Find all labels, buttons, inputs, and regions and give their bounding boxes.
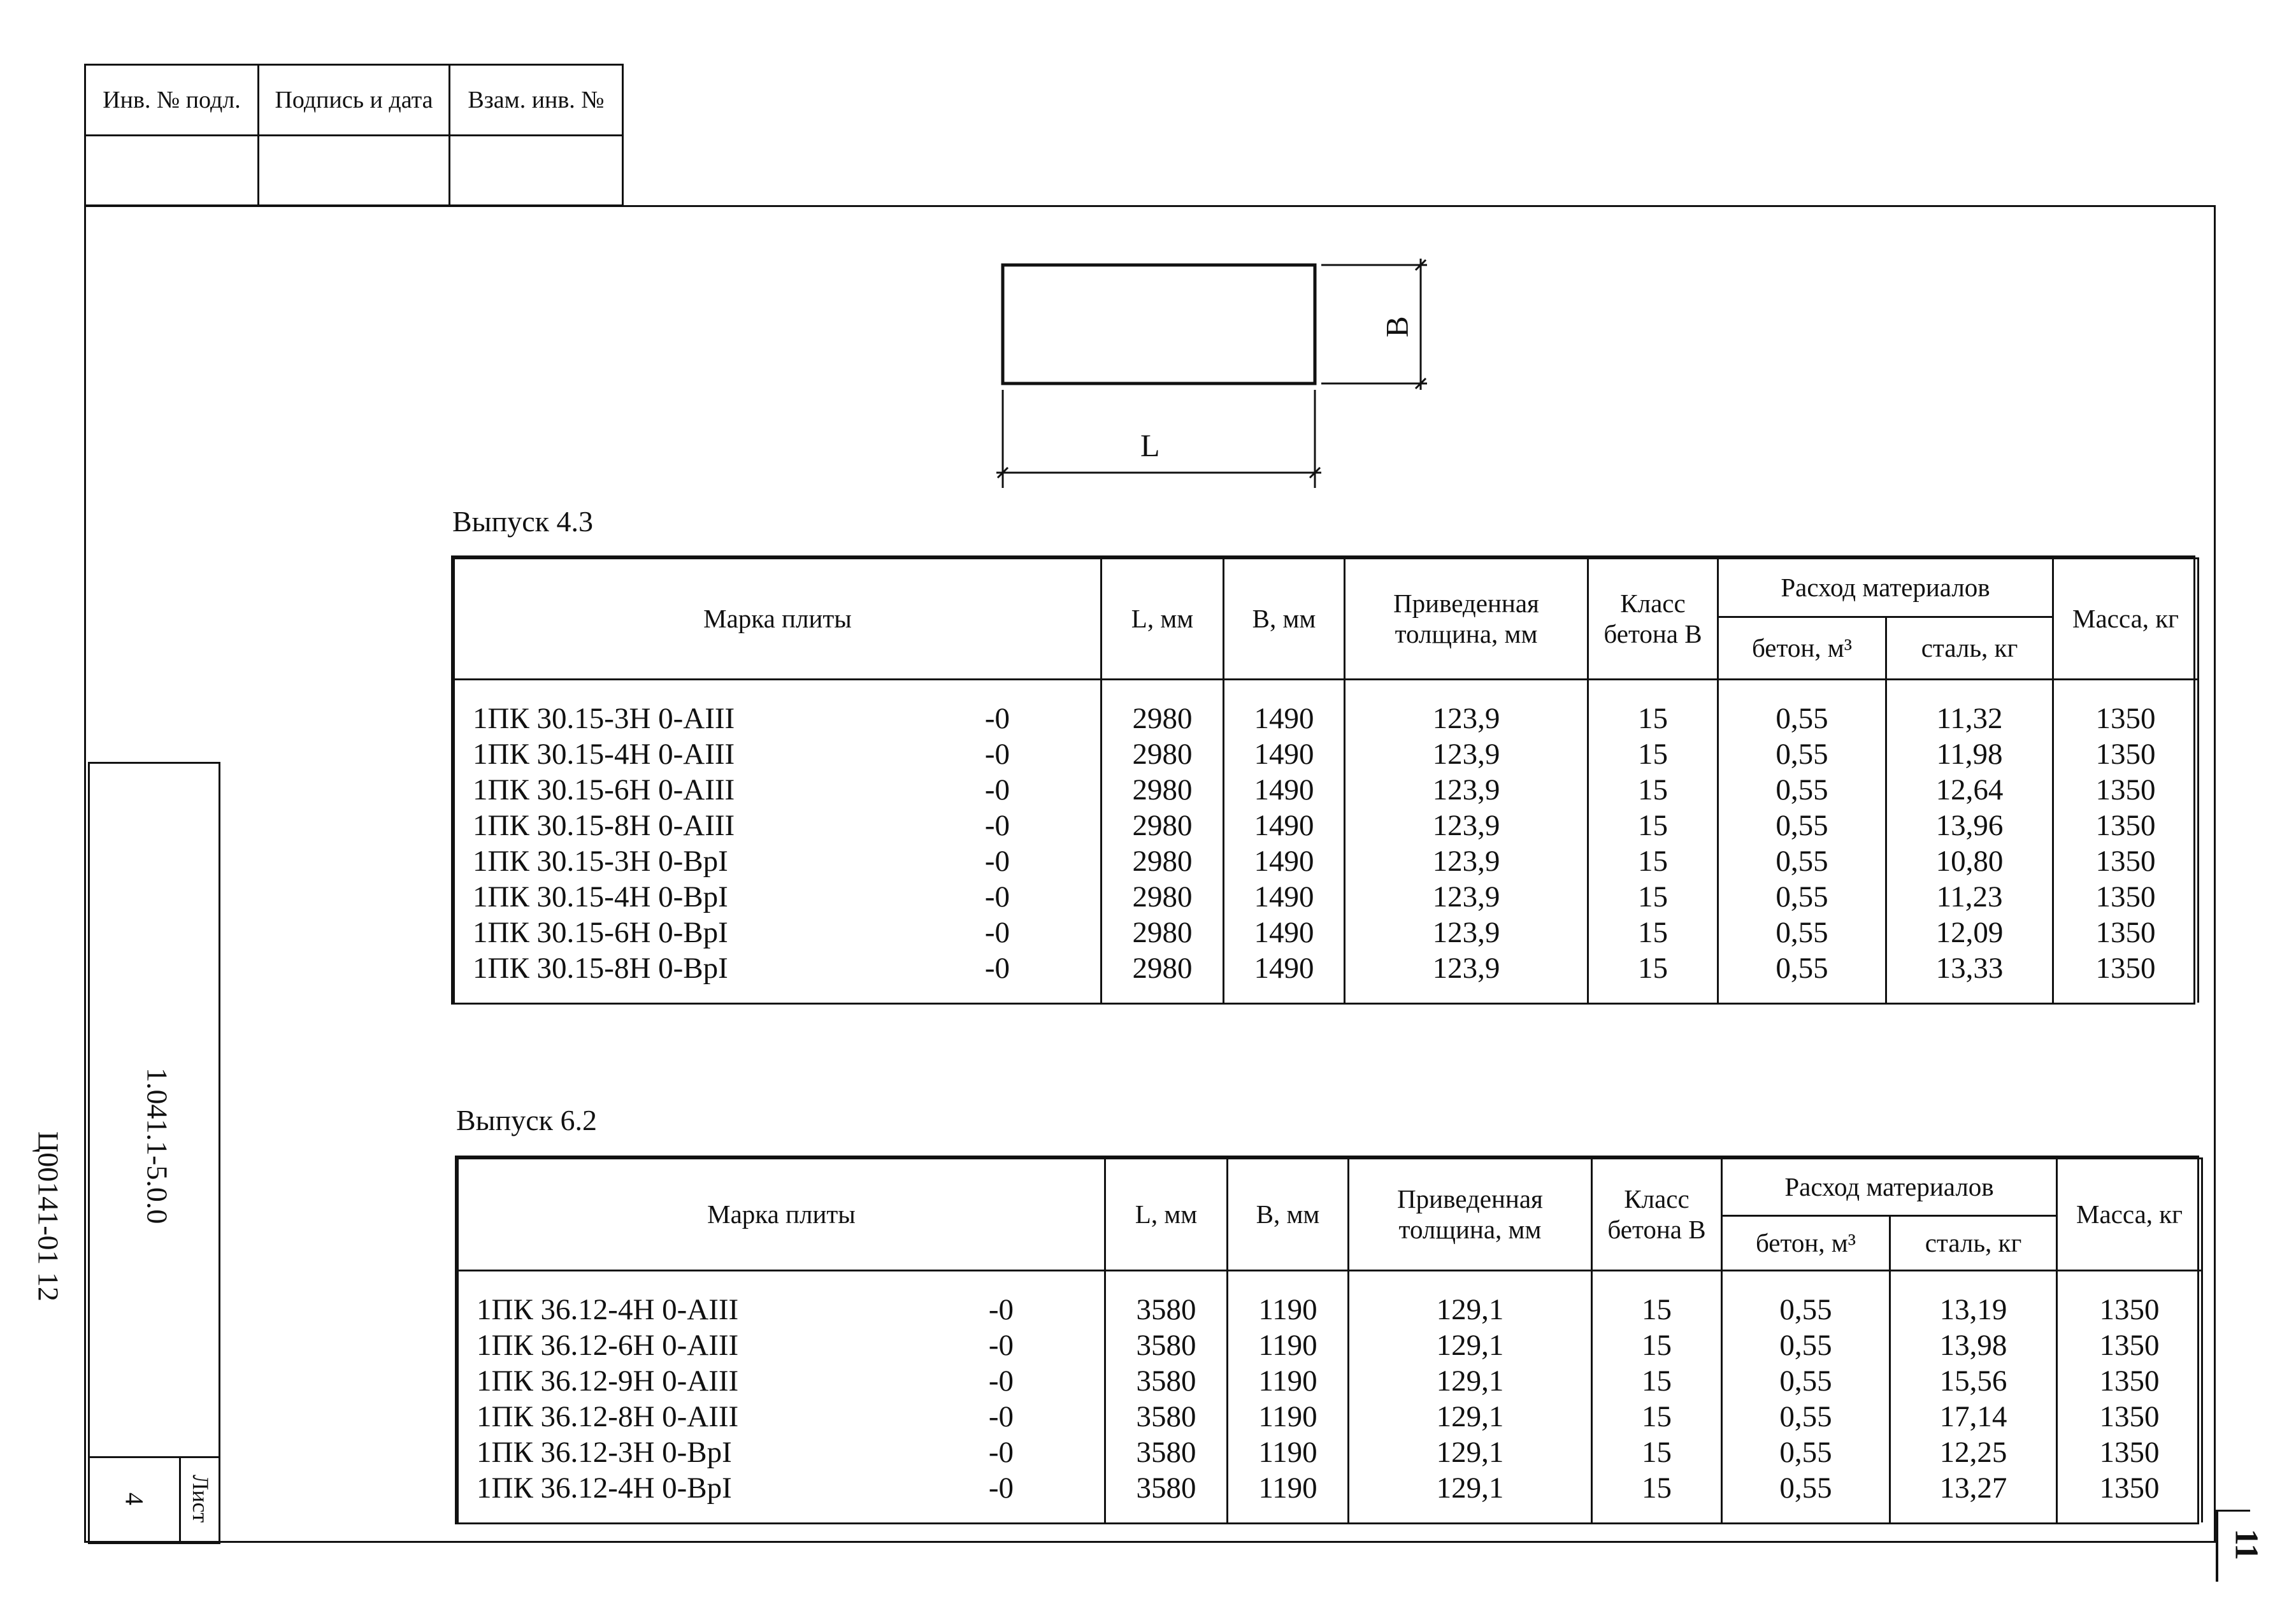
cell-length: 3580 — [1105, 1271, 1228, 1328]
header-materials: Расход материалов — [1722, 1159, 2057, 1216]
cell-thickness: 129,1 — [1349, 1435, 1592, 1470]
header-mark: Марка плиты — [454, 559, 1101, 680]
issue-43-rows — [454, 680, 2199, 1003]
table-row — [458, 1399, 2202, 1435]
cell-thickness: 123,9 — [1345, 879, 1588, 915]
cell-mass: 1350 — [2053, 808, 2199, 843]
cell-concrete: 0,55 — [1722, 1435, 1890, 1470]
table-row — [458, 1271, 2202, 1328]
cell-steel: 10,80 — [1886, 843, 2053, 879]
plate-mark-suffix: -0 — [988, 1364, 1014, 1398]
cell-steel: 17,14 — [1890, 1399, 2057, 1435]
cell-mass: 1350 — [2057, 1271, 2202, 1328]
sheet-number: 4 — [120, 1493, 149, 1505]
cell-steel: 12,25 — [1890, 1435, 2057, 1470]
cell-steel: 15,56 — [1890, 1363, 2057, 1399]
cell-concrete-class: 15 — [1592, 1363, 1722, 1399]
cell-thickness: 129,1 — [1349, 1328, 1592, 1363]
cell-length: 2980 — [1101, 915, 1224, 950]
cell-mass: 1350 — [2057, 1435, 2202, 1470]
approval-stamp — [84, 64, 622, 206]
width-label: B — [1379, 316, 1415, 338]
issue-43-title: Выпуск 4.3 — [452, 505, 593, 538]
cell-width: 1190 — [1228, 1363, 1349, 1399]
table-row — [454, 680, 2199, 737]
cell-steel: 13,27 — [1890, 1470, 2057, 1522]
table-row — [454, 736, 2199, 772]
header-steel: сталь, кг — [1890, 1216, 2057, 1271]
cell-mark — [454, 950, 1101, 1003]
header-thickness: Приведенная толщина, мм — [1345, 559, 1588, 680]
plate-mark-suffix: -0 — [984, 773, 1010, 806]
plate-mark: 1ПК 30.15-3Н 0-АIII — [473, 702, 735, 735]
plate-mark: 1ПК 36.12-8Н 0-АIII — [477, 1400, 739, 1433]
plate-mark: 1ПК 30.15-6Н 0-АIII — [473, 773, 735, 806]
plate-mark-suffix: -0 — [988, 1436, 1014, 1469]
cell-thickness: 123,9 — [1345, 772, 1588, 808]
cell-length: 2980 — [1101, 808, 1224, 843]
cell-concrete-class: 15 — [1592, 1435, 1722, 1470]
cell-length: 3580 — [1105, 1328, 1228, 1363]
cell-mass: 1350 — [2057, 1363, 2202, 1399]
cell-concrete: 0,55 — [1718, 915, 1886, 950]
plate-mark: 1ПК 30.15-8Н 0-ВрI — [473, 952, 728, 985]
header-mass: Масса, кг — [2053, 559, 2199, 680]
cell-thickness: 129,1 — [1349, 1271, 1592, 1328]
table-row — [454, 950, 2199, 1003]
cell-mass: 1350 — [2053, 772, 2199, 808]
cell-steel: 13,19 — [1890, 1271, 2057, 1328]
cell-mass: 1350 — [2053, 736, 2199, 772]
table-row — [454, 843, 2199, 879]
cell-length: 3580 — [1105, 1363, 1228, 1399]
plate-mark: 1ПК 36.12-4Н 0-АIII — [477, 1293, 739, 1326]
cell-width: 1490 — [1224, 843, 1345, 879]
table-row — [454, 808, 2199, 843]
cell-concrete-class: 15 — [1588, 843, 1718, 879]
cell-concrete-class: 15 — [1588, 950, 1718, 1003]
cell-concrete: 0,55 — [1718, 736, 1886, 772]
cell-concrete-class: 15 — [1592, 1470, 1722, 1522]
cell-mark — [454, 680, 1101, 737]
cell-mass: 1350 — [2053, 843, 2199, 879]
cell-mass: 1350 — [2053, 680, 2199, 737]
cell-length: 2980 — [1101, 736, 1224, 772]
cell-thickness: 123,9 — [1345, 843, 1588, 879]
cell-concrete-class: 15 — [1588, 736, 1718, 772]
header-length: L, мм — [1105, 1159, 1228, 1271]
cell-concrete-class: 15 — [1588, 808, 1718, 843]
cell-concrete: 0,55 — [1722, 1399, 1890, 1435]
plate-mark-suffix: -0 — [984, 738, 1010, 771]
cell-mark — [454, 808, 1101, 843]
cell-mass: 1350 — [2053, 950, 2199, 1003]
cell-mark — [458, 1363, 1105, 1399]
table-row — [454, 772, 2199, 808]
stamp-inventory-value — [85, 136, 259, 206]
cell-mark — [458, 1399, 1105, 1435]
header-steel: сталь, кг — [1886, 617, 2053, 680]
table-row — [458, 1328, 2202, 1363]
plate-mark-suffix: -0 — [984, 702, 1010, 735]
header-thickness: Приведенная толщина, мм — [1349, 1159, 1592, 1271]
cell-width: 1190 — [1228, 1399, 1349, 1435]
plate-mark-suffix: -0 — [984, 880, 1010, 913]
plate-mark-suffix: -0 — [984, 809, 1010, 842]
sheet-divider — [179, 1458, 181, 1542]
table-row — [458, 1435, 2202, 1470]
issue-43-table — [451, 555, 2195, 1005]
plate-mark: 1ПК 36.12-4Н 0-ВрI — [477, 1471, 732, 1505]
plate-sketch — [981, 248, 1440, 503]
plate-mark-suffix: -0 — [984, 952, 1010, 985]
cell-mark — [458, 1328, 1105, 1363]
header-mass: Масса, кг — [2057, 1159, 2202, 1271]
cell-mass: 1350 — [2057, 1399, 2202, 1435]
cell-length: 3580 — [1105, 1435, 1228, 1470]
cell-mark — [458, 1470, 1105, 1522]
archive-code: Ц00141-01 12 — [32, 1131, 65, 1302]
plate-mark: 1ПК 30.15-3Н 0-ВрI — [473, 845, 728, 878]
length-label: L — [1140, 427, 1160, 463]
cell-steel: 12,64 — [1886, 772, 2053, 808]
cell-concrete: 0,55 — [1718, 808, 1886, 843]
table-row — [458, 1470, 2202, 1522]
cell-steel: 11,32 — [1886, 680, 2053, 737]
header-materials: Расход материалов — [1718, 559, 2053, 617]
cell-mass: 1350 — [2053, 879, 2199, 915]
stamp-replacement-label: Взам. инв. № — [450, 65, 623, 136]
cell-concrete-class: 15 — [1592, 1271, 1722, 1328]
header-concrete: бетон, м³ — [1722, 1216, 1890, 1271]
cell-steel: 13,96 — [1886, 808, 2053, 843]
cell-width: 1190 — [1228, 1470, 1349, 1522]
cell-width: 1190 — [1228, 1435, 1349, 1470]
cell-thickness: 123,9 — [1345, 736, 1588, 772]
header-concrete: бетон, м³ — [1718, 617, 1886, 680]
sheet-label: Лист — [188, 1475, 213, 1523]
cell-width: 1490 — [1224, 808, 1345, 843]
cell-length: 3580 — [1105, 1470, 1228, 1522]
cell-width: 1190 — [1228, 1328, 1349, 1363]
plate-mark-suffix: -0 — [988, 1471, 1014, 1505]
plate-dimension-drawing — [981, 248, 1440, 503]
cell-length: 2980 — [1101, 950, 1224, 1003]
plate-mark: 1ПК 30.15-6Н 0-ВрI — [473, 916, 728, 949]
plate-mark: 1ПК 36.12-6Н 0-АIII — [477, 1329, 739, 1362]
cell-concrete: 0,55 — [1718, 680, 1886, 737]
cell-concrete: 0,55 — [1718, 950, 1886, 1003]
cell-width: 1490 — [1224, 772, 1345, 808]
cell-mark — [454, 879, 1101, 915]
stamp-replacement-value — [450, 136, 623, 206]
header-width: B, мм — [1228, 1159, 1349, 1271]
cell-steel: 12,09 — [1886, 915, 2053, 950]
cell-mark — [458, 1271, 1105, 1328]
sheet-cell — [90, 1456, 219, 1542]
cell-concrete: 0,55 — [1722, 1271, 1890, 1328]
table-row — [458, 1363, 2202, 1399]
cell-concrete-class: 15 — [1588, 680, 1718, 737]
cell-length: 2980 — [1101, 772, 1224, 808]
cell-concrete: 0,55 — [1718, 772, 1886, 808]
plate-mark-suffix: -0 — [984, 845, 1010, 878]
cell-mass: 1350 — [2057, 1328, 2202, 1363]
cell-mass: 1350 — [2053, 915, 2199, 950]
header-length: L, мм — [1101, 559, 1224, 680]
cell-steel: 13,33 — [1886, 950, 2053, 1003]
cell-width: 1490 — [1224, 950, 1345, 1003]
issue-62-rows — [458, 1271, 2202, 1523]
cell-width: 1490 — [1224, 879, 1345, 915]
cell-steel: 13,98 — [1890, 1328, 2057, 1363]
stamp-signature-label: Подпись и дата — [259, 65, 450, 136]
cell-steel: 11,98 — [1886, 736, 2053, 772]
cell-width: 1490 — [1224, 915, 1345, 950]
cell-thickness: 123,9 — [1345, 680, 1588, 737]
cell-mark — [458, 1435, 1105, 1470]
cell-concrete: 0,55 — [1718, 843, 1886, 879]
cell-thickness: 123,9 — [1345, 950, 1588, 1003]
plate-mark-suffix: -0 — [984, 916, 1010, 949]
cell-concrete-class: 15 — [1588, 879, 1718, 915]
plate-mark-suffix: -0 — [988, 1329, 1014, 1362]
cell-mark — [454, 772, 1101, 808]
header-concrete-class: Класс бетона B — [1588, 559, 1718, 680]
document-code: 1.041.1-5.0.0 — [141, 1068, 174, 1224]
plate-mark-suffix: -0 — [988, 1400, 1014, 1433]
cell-mass: 1350 — [2057, 1470, 2202, 1522]
cell-concrete: 0,55 — [1718, 879, 1886, 915]
table-row — [454, 879, 2199, 915]
cell-concrete: 0,55 — [1722, 1363, 1890, 1399]
cell-width: 1190 — [1228, 1271, 1349, 1328]
stamp-inventory-label: Инв. № подл. — [85, 65, 259, 136]
header-concrete-class: Класс бетона B — [1592, 1159, 1722, 1271]
plate-mark: 1ПК 30.15-8Н 0-АIII — [473, 809, 735, 842]
issue-62-table — [455, 1156, 2199, 1524]
cell-concrete: 0,55 — [1722, 1470, 1890, 1522]
cell-concrete-class: 15 — [1588, 915, 1718, 950]
cell-thickness: 123,9 — [1345, 808, 1588, 843]
cell-length: 2980 — [1101, 843, 1224, 879]
cell-steel: 11,23 — [1886, 879, 2053, 915]
cell-length: 3580 — [1105, 1399, 1228, 1435]
plate-mark: 1ПК 36.12-3Н 0-ВрI — [477, 1436, 732, 1469]
cell-concrete-class: 15 — [1588, 772, 1718, 808]
cell-thickness: 123,9 — [1345, 915, 1588, 950]
cell-width: 1490 — [1224, 680, 1345, 737]
cell-width: 1490 — [1224, 736, 1345, 772]
cell-concrete-class: 15 — [1592, 1399, 1722, 1435]
plate-mark: 1ПК 30.15-4Н 0-АIII — [473, 738, 735, 771]
issue-62-title: Выпуск 6.2 — [456, 1104, 597, 1136]
cell-mark — [454, 915, 1101, 950]
stamp-signature-value — [259, 136, 450, 206]
cell-thickness: 129,1 — [1349, 1470, 1592, 1522]
cell-mark — [454, 736, 1101, 772]
plate-mark: 1ПК 30.15-4Н 0-ВрI — [473, 880, 728, 913]
plate-mark-suffix: -0 — [988, 1293, 1014, 1326]
cell-length: 2980 — [1101, 879, 1224, 915]
cell-thickness: 129,1 — [1349, 1399, 1592, 1435]
cell-concrete-class: 15 — [1592, 1328, 1722, 1363]
title-strip — [88, 762, 220, 1544]
page-number: 11 — [2228, 1529, 2265, 1561]
cell-thickness: 129,1 — [1349, 1363, 1592, 1399]
table-row — [454, 915, 2199, 950]
header-width: B, мм — [1224, 559, 1345, 680]
cell-mark — [454, 843, 1101, 879]
plate-mark: 1ПК 36.12-9Н 0-АIII — [477, 1364, 739, 1398]
cell-concrete: 0,55 — [1722, 1328, 1890, 1363]
plate-outline — [1003, 265, 1315, 383]
header-mark: Марка плиты — [458, 1159, 1105, 1271]
cell-length: 2980 — [1101, 680, 1224, 737]
